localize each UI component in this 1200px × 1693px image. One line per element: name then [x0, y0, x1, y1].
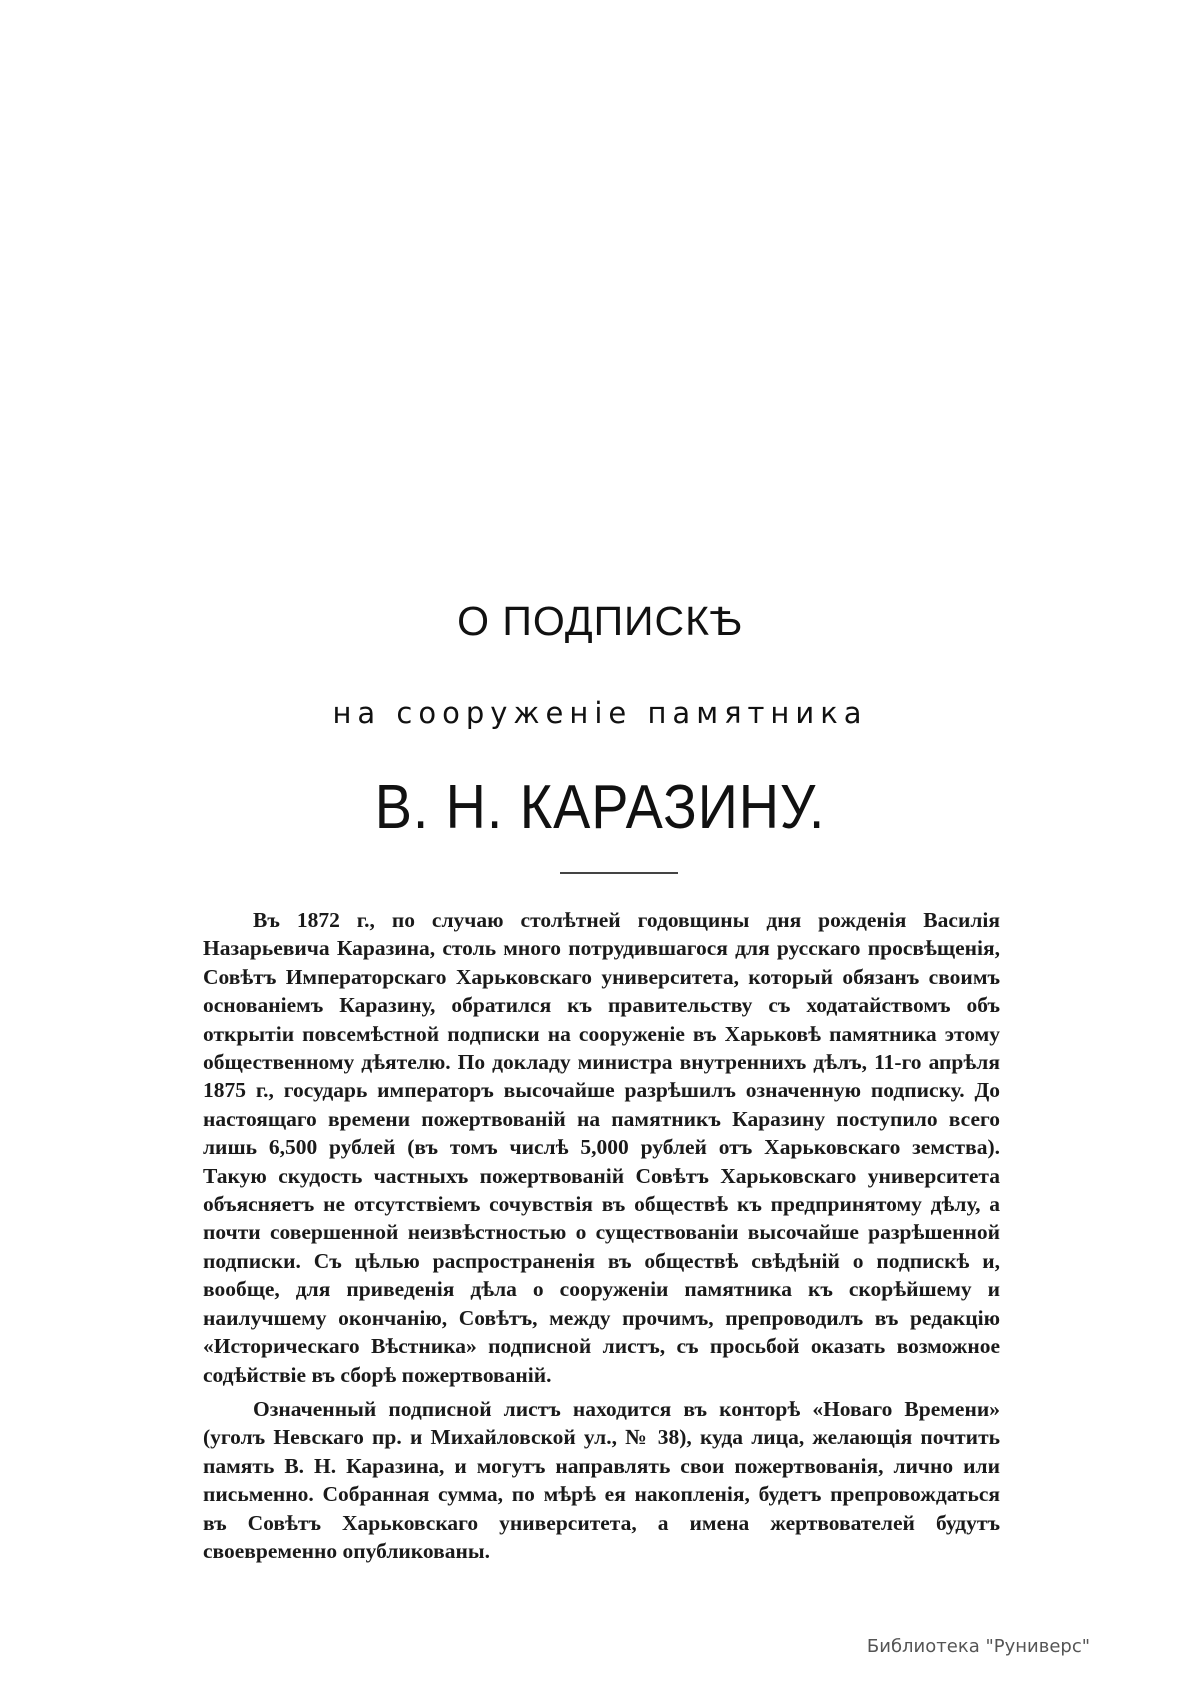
body-text — [203, 906, 1000, 1571]
paragraph-1: Въ 1872 г., по случаю столѣтней годовщины дня рожденія Василія Назарьевича Каразина, столь много потрудившагося для русскаго просвѣщенія, Совѣтъ Императорскаго Харьковскаго университета, который обязанъ своимъ основаніемъ Каразину, обратился къ правительству съ ходатайствомъ объ открытіи повсемѣстной подписки на сооруженіе въ Харьковѣ памятника этому общественному дѣятелю. По докладу министра внутреннихъ дѣлъ, 11-го апрѣля 1875 г., государь императоръ высочайше разрѣшилъ означенную подписку. До настоящаго времени пожертвованій на памятникъ Каразину поступило всего лишь 6,500 рублей (въ томъ числѣ 5,000 рублей отъ Харьковскаго земства). Такую скудость частныхъ пожертвованій Совѣтъ Харьковскаго университета объясняетъ не отсутствіемъ сочувствія въ обществѣ къ предпринятому дѣлу, а почти совершенной неизвѣстностью о существованіи высочайше разрѣшенной подписки. Съ цѣлью распространенія въ обществѣ свѣдѣній о подпискѣ и, вообще, для приведенія дѣла о сооруженіи памятника къ скорѣйшему и наилучшему окончанію, Совѣтъ, между прочимъ, препроводилъ въ редакцію «Историческаго Вѣстника» подписной листъ, съ просьбой оказать возможное содѣйствіе въ сборѣ пожертвованій. — [203, 908, 1000, 1387]
title-line-2: на сооруженіе памятника — [332, 696, 868, 730]
title-divider — [560, 872, 678, 874]
paragraph-2: Означенный подписной листъ находится въ конторѣ «Новаго Времени» (уголъ Невскаго пр. и Михайловской ул., № 38), куда лица, желающія почтить память В. Н. Каразина, и могутъ направлять свои пожертвованія, лично или письменно. Собранная сумма, по мѣрѣ ея накопленія, будетъ препровождаться въ Совѣтъ Харьковскаго университета, а имена жертвователей будутъ своевременно опубликованы. — [203, 1396, 1000, 1563]
library-watermark: Библиотека "Руниверс" — [866, 1636, 1090, 1657]
title-line-1: О ПОДПИСКѢ — [457, 598, 743, 644]
title-line-3: В. Н. КАРАЗИНУ. — [374, 773, 826, 842]
